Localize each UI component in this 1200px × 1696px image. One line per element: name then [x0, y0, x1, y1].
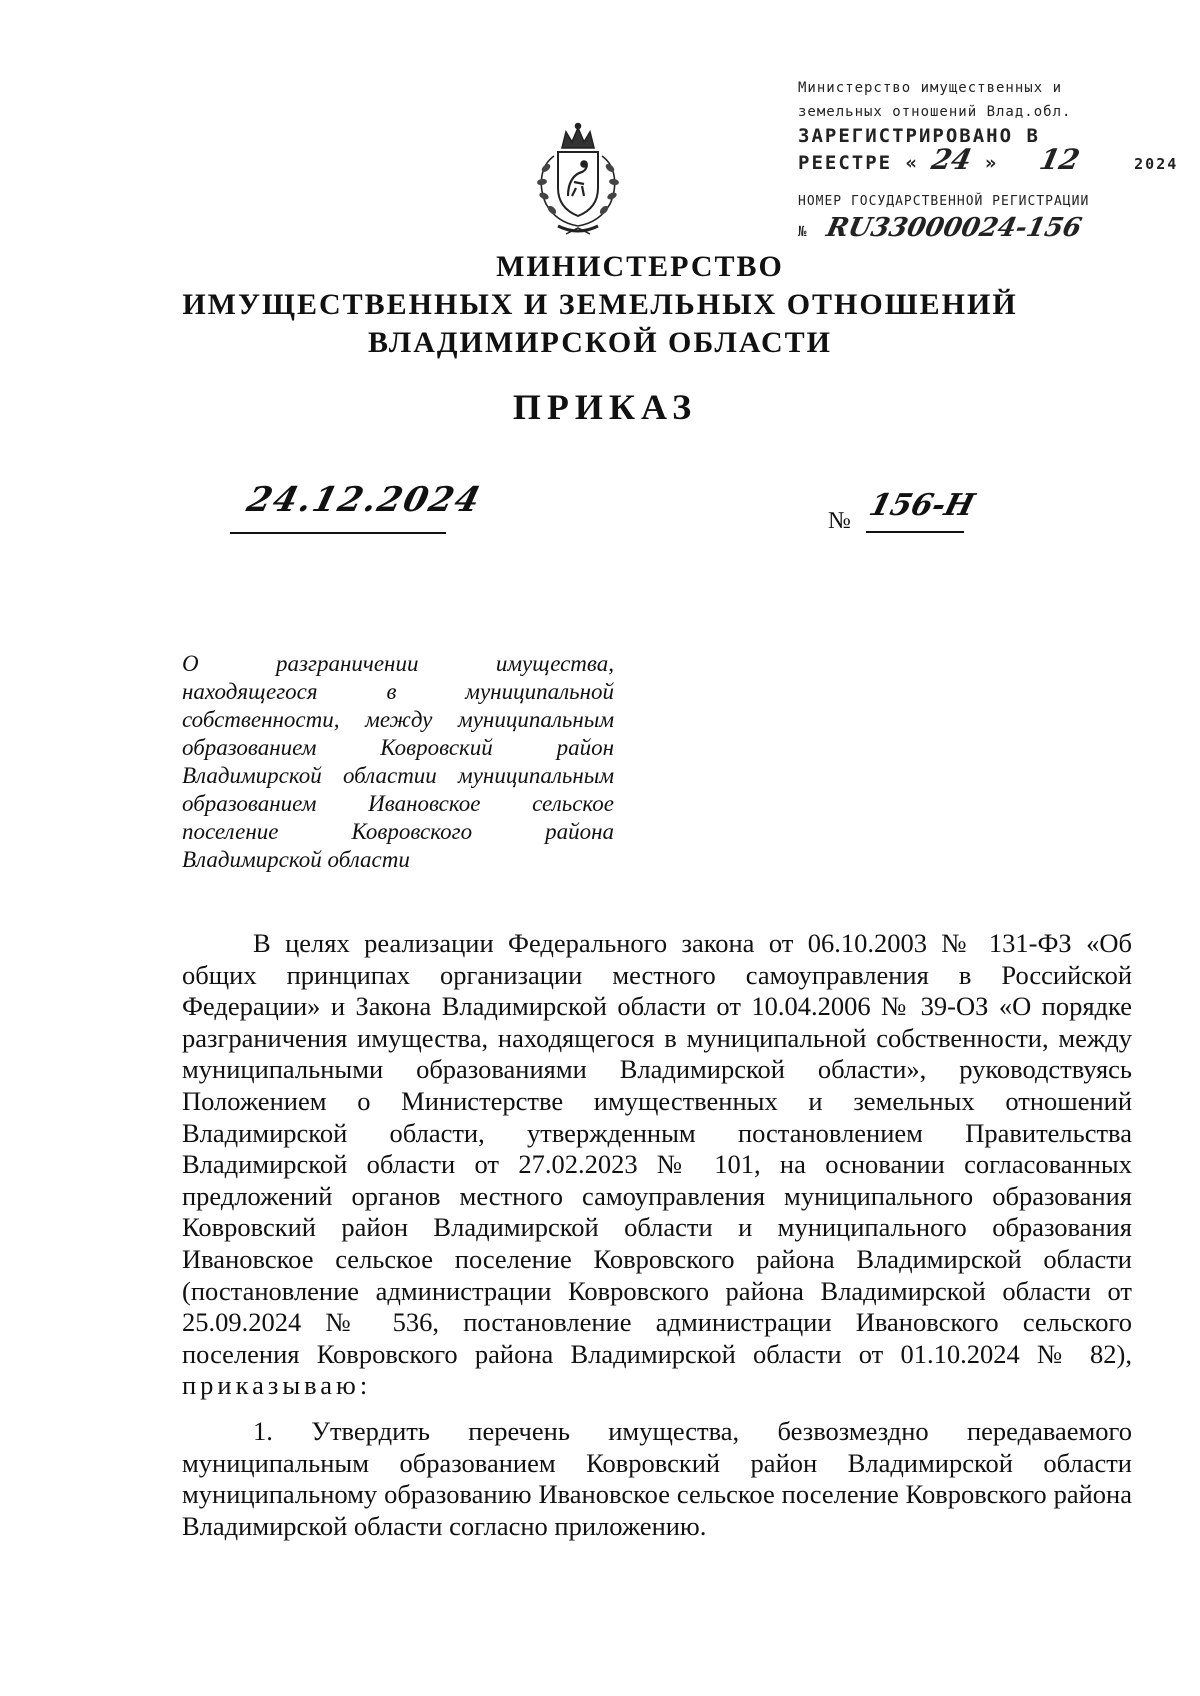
subject-line: поселение Ковровского района: [182, 819, 614, 844]
document-date: 24.12.2024: [243, 480, 486, 520]
stamp-line-registry: [798, 143, 1179, 176]
document-body: [182, 928, 1132, 1556]
registration-stamp: [798, 76, 1179, 244]
preamble-text: В целях реализации Федерального закона от 06.10.2003 № 131-ФЗ «Об общих принципах организации местного самоуправления в Российской Федерации» и Закона Владимирской области от 10.04.2006 № 39-ОЗ «О порядке разграничения имущества, находящегося в муниципальной собственности, между муниципальными образованиями Владимирской области», руководствуясь Положением о Министерстве имущественных и земельных отношений Владимирской области, утвержденным постановлением Правительства Владимирской области от 27.02.2023 № 101, на основании согласованных предложений органов местного самоуправления муниципального образования Ковровский район Владимирской области и муниципального образования Ивановское сельское поселение Ковровского района Владимирской области (постановление администрации Ковровского района Владимирской области от 25.09.2024 № 536, постановление администрации Ивановского сельского поселения Ковровского района Владимирской области от 01.10.2024 № 82),: [182, 928, 1132, 1369]
stamp-line-department: земельных отношений Влад.обл.: [798, 104, 1072, 120]
stamp-line-regnumber: [798, 213, 1143, 244]
subject-line: Владимирской области: [182, 847, 410, 872]
order-word: приказываю:: [182, 1370, 372, 1401]
subject-line: образованием Ивановское сельское: [182, 791, 614, 816]
stamp-registry-prefix: РЕЕСТРЕ «: [798, 152, 919, 174]
stamp-line-registered: ЗАРЕГИСТРИРОВАНО В: [798, 125, 1040, 147]
stamp-regnumber-prefix: №: [798, 224, 808, 240]
body-paragraph-preamble: [182, 928, 1132, 1402]
header-line-ministry: МИНИСТЕРСТВО: [496, 250, 784, 283]
stamp-registry-sep: »: [984, 152, 999, 174]
body-paragraph-item-1: 1. Утвердить перечень имущества, безвозмездно передаваемого муниципальным образованием Ковровский район Владимирской области муниципальному образованию Ивановское сельское поселение Ковровского района Владимирской области согласно приложению.: [182, 1415, 1132, 1541]
stamp-line-ministry: Министерство имущественных и: [798, 80, 1063, 96]
header-line-relations: ИМУЩЕСТВЕННЫХ И ЗЕМЕЛЬНЫХ ОТНОШЕНИЙ: [182, 288, 1018, 321]
subject-line: Владимирской областии муниципальным: [182, 763, 614, 788]
stamp-registry-month: 12: [1036, 143, 1083, 176]
subject-line: собственности, между муниципальным: [182, 707, 614, 732]
subject-line: О разграничении имущества,: [182, 651, 614, 676]
stamp-registry-day: 24: [929, 143, 975, 176]
stamp-line-regnumber-label: НОМЕР ГОСУДАРСТВЕННОЙ РЕГИСТРАЦИИ: [798, 194, 1090, 209]
ministry-header: [0, 248, 1200, 362]
stamp-registry-year: 2024: [1134, 155, 1179, 173]
document-subject: [182, 650, 614, 874]
stamp-regnumber-value: RU33000024-156: [823, 213, 1085, 243]
number-sign: №: [828, 508, 851, 534]
subject-line: образованием Ковровский район: [182, 735, 614, 760]
subject-line: находящегося в муниципальной: [182, 679, 614, 704]
document-number: 156-Н: [865, 488, 978, 523]
document-title-text: ПРИКАЗ: [512, 387, 698, 427]
header-line-region: ВЛАДИМИРСКОЙ ОБЛАСТИ: [368, 326, 832, 359]
document-title: [0, 386, 1200, 428]
coat-of-arms-icon: [518, 122, 638, 240]
